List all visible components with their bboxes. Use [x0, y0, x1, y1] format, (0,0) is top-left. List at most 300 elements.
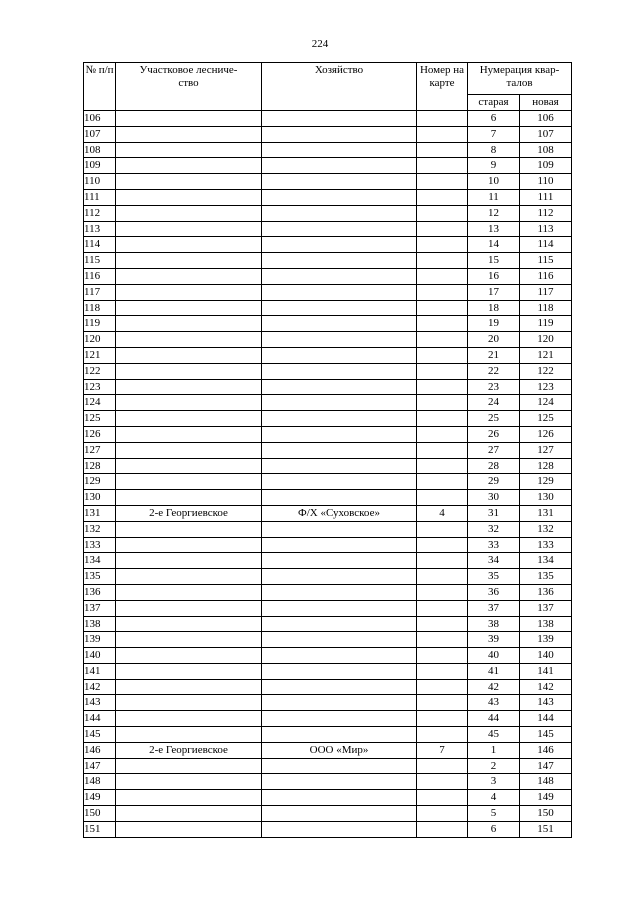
row-num-cell: 137	[84, 600, 116, 616]
row-map-number-cell	[417, 663, 468, 679]
table-row	[84, 426, 572, 442]
row-new-quarter-cell: 136	[520, 584, 572, 600]
row-old-quarter-cell: 15	[468, 253, 520, 269]
row-forestry-cell	[116, 663, 262, 679]
row-farm-cell	[262, 490, 417, 506]
row-forestry-cell	[116, 806, 262, 822]
row-map-number-cell	[417, 553, 468, 569]
table-row	[84, 253, 572, 269]
row-farm-cell	[262, 821, 417, 837]
row-old-quarter-cell: 22	[468, 363, 520, 379]
row-forestry-cell	[116, 174, 262, 190]
table-row	[84, 332, 572, 348]
table-row	[84, 458, 572, 474]
row-new-quarter-cell: 125	[520, 411, 572, 427]
row-map-number-cell	[417, 411, 468, 427]
table-row	[84, 158, 572, 174]
row-old-quarter-cell: 14	[468, 237, 520, 253]
row-map-number-cell	[417, 711, 468, 727]
row-num-cell: 123	[84, 379, 116, 395]
row-farm-cell	[262, 411, 417, 427]
row-new-quarter-cell: 112	[520, 205, 572, 221]
row-farm-cell	[262, 458, 417, 474]
row-new-quarter-cell: 122	[520, 363, 572, 379]
row-num-cell: 129	[84, 474, 116, 490]
row-old-quarter-cell: 41	[468, 663, 520, 679]
row-forestry-cell: 2-е Георгиевское	[116, 505, 262, 521]
row-new-quarter-cell: 126	[520, 426, 572, 442]
row-old-quarter-cell: 26	[468, 426, 520, 442]
row-old-quarter-cell: 34	[468, 553, 520, 569]
row-forestry-cell	[116, 821, 262, 837]
row-farm-cell	[262, 537, 417, 553]
row-num-cell: 135	[84, 569, 116, 585]
row-old-quarter-cell: 21	[468, 347, 520, 363]
row-map-number-cell	[417, 632, 468, 648]
row-farm-cell	[262, 332, 417, 348]
row-farm-cell	[262, 474, 417, 490]
row-new-quarter-cell: 144	[520, 711, 572, 727]
row-map-number-cell	[417, 142, 468, 158]
row-farm-cell	[262, 758, 417, 774]
row-num-cell: 145	[84, 727, 116, 743]
row-new-quarter-cell: 124	[520, 395, 572, 411]
row-num-cell: 138	[84, 616, 116, 632]
row-new-quarter-cell: 130	[520, 490, 572, 506]
row-map-number-cell	[417, 158, 468, 174]
row-old-quarter-cell: 23	[468, 379, 520, 395]
table-row	[84, 347, 572, 363]
row-new-quarter-cell: 132	[520, 521, 572, 537]
row-num-cell: 131	[84, 505, 116, 521]
row-farm-cell	[262, 711, 417, 727]
quarter-register-table	[83, 62, 572, 838]
row-forestry-cell	[116, 458, 262, 474]
row-num-cell: 144	[84, 711, 116, 727]
row-num-cell: 132	[84, 521, 116, 537]
row-farm-cell	[262, 237, 417, 253]
row-map-number-cell	[417, 442, 468, 458]
row-farm-cell	[262, 806, 417, 822]
row-map-number-cell	[417, 569, 468, 585]
row-num-cell: 108	[84, 142, 116, 158]
row-forestry-cell	[116, 158, 262, 174]
row-old-quarter-cell: 2	[468, 758, 520, 774]
table-row	[84, 711, 572, 727]
row-new-quarter-cell: 118	[520, 300, 572, 316]
row-old-quarter-cell: 7	[468, 126, 520, 142]
table-row	[84, 727, 572, 743]
row-farm-cell	[262, 774, 417, 790]
table-row	[84, 632, 572, 648]
row-farm-cell: ООО «Мир»	[262, 742, 417, 758]
row-new-quarter-cell: 129	[520, 474, 572, 490]
row-new-quarter-cell: 142	[520, 679, 572, 695]
row-old-quarter-cell: 44	[468, 711, 520, 727]
row-map-number-cell	[417, 600, 468, 616]
table-row	[84, 111, 572, 127]
row-num-cell: 150	[84, 806, 116, 822]
row-forestry-cell	[116, 648, 262, 664]
row-old-quarter-cell: 5	[468, 806, 520, 822]
row-num-cell: 139	[84, 632, 116, 648]
row-num-cell: 121	[84, 347, 116, 363]
row-old-quarter-cell: 17	[468, 284, 520, 300]
table-row	[84, 363, 572, 379]
table-row	[84, 758, 572, 774]
row-map-number-cell	[417, 490, 468, 506]
row-map-number-cell	[417, 395, 468, 411]
header-new: новая	[520, 95, 572, 111]
table-row	[84, 679, 572, 695]
row-farm-cell	[262, 395, 417, 411]
row-num-cell: 142	[84, 679, 116, 695]
row-farm-cell	[262, 379, 417, 395]
row-forestry-cell	[116, 126, 262, 142]
row-map-number-cell: 7	[417, 742, 468, 758]
row-old-quarter-cell: 10	[468, 174, 520, 190]
row-new-quarter-cell: 151	[520, 821, 572, 837]
row-farm-cell	[262, 695, 417, 711]
row-forestry-cell	[116, 111, 262, 127]
row-old-quarter-cell: 18	[468, 300, 520, 316]
row-forestry-cell	[116, 711, 262, 727]
row-new-quarter-cell: 134	[520, 553, 572, 569]
row-old-quarter-cell: 27	[468, 442, 520, 458]
row-old-quarter-cell: 43	[468, 695, 520, 711]
row-farm-cell	[262, 111, 417, 127]
table-row	[84, 553, 572, 569]
row-new-quarter-cell: 127	[520, 442, 572, 458]
row-num-cell: 113	[84, 221, 116, 237]
row-new-quarter-cell: 146	[520, 742, 572, 758]
row-old-quarter-cell: 31	[468, 505, 520, 521]
row-forestry-cell	[116, 347, 262, 363]
row-new-quarter-cell: 135	[520, 569, 572, 585]
row-farm-cell	[262, 284, 417, 300]
row-farm-cell	[262, 442, 417, 458]
row-old-quarter-cell: 11	[468, 189, 520, 205]
row-num-cell: 114	[84, 237, 116, 253]
row-map-number-cell	[417, 174, 468, 190]
row-map-number-cell	[417, 806, 468, 822]
row-new-quarter-cell: 119	[520, 316, 572, 332]
row-new-quarter-cell: 133	[520, 537, 572, 553]
row-old-quarter-cell: 38	[468, 616, 520, 632]
row-new-quarter-cell: 110	[520, 174, 572, 190]
table-header	[84, 63, 572, 111]
row-map-number-cell	[417, 821, 468, 837]
row-farm-cell	[262, 632, 417, 648]
row-map-number-cell	[417, 253, 468, 269]
row-map-number-cell	[417, 221, 468, 237]
row-farm-cell	[262, 268, 417, 284]
row-farm-cell	[262, 679, 417, 695]
row-new-quarter-cell: 115	[520, 253, 572, 269]
row-farm-cell	[262, 584, 417, 600]
row-old-quarter-cell: 28	[468, 458, 520, 474]
row-forestry-cell	[116, 221, 262, 237]
row-num-cell: 148	[84, 774, 116, 790]
row-new-quarter-cell: 106	[520, 111, 572, 127]
row-num-cell: 134	[84, 553, 116, 569]
row-map-number-cell	[417, 379, 468, 395]
row-num-cell: 122	[84, 363, 116, 379]
row-forestry-cell	[116, 695, 262, 711]
row-map-number-cell	[417, 237, 468, 253]
table-row	[84, 663, 572, 679]
row-forestry-cell	[116, 790, 262, 806]
row-new-quarter-cell: 120	[520, 332, 572, 348]
row-forestry-cell	[116, 142, 262, 158]
row-num-cell: 117	[84, 284, 116, 300]
row-forestry-cell	[116, 411, 262, 427]
table-row	[84, 774, 572, 790]
header-old: старая	[468, 95, 520, 111]
row-forestry-cell	[116, 253, 262, 269]
row-new-quarter-cell: 123	[520, 379, 572, 395]
table-row	[84, 505, 572, 521]
row-farm-cell	[262, 347, 417, 363]
row-map-number-cell	[417, 758, 468, 774]
row-forestry-cell	[116, 521, 262, 537]
row-farm-cell	[262, 553, 417, 569]
row-forestry-cell	[116, 727, 262, 743]
row-num-cell: 146	[84, 742, 116, 758]
row-forestry-cell	[116, 616, 262, 632]
row-new-quarter-cell: 117	[520, 284, 572, 300]
row-new-quarter-cell: 141	[520, 663, 572, 679]
row-new-quarter-cell: 113	[520, 221, 572, 237]
row-new-quarter-cell: 111	[520, 189, 572, 205]
row-old-quarter-cell: 4	[468, 790, 520, 806]
row-forestry-cell	[116, 474, 262, 490]
table-row	[84, 537, 572, 553]
table-row	[84, 806, 572, 822]
table-row	[84, 584, 572, 600]
row-forestry-cell	[116, 363, 262, 379]
row-farm-cell	[262, 205, 417, 221]
row-map-number-cell	[417, 537, 468, 553]
row-forestry-cell: 2-е Георгиевское	[116, 742, 262, 758]
header-forestry: Участковое лесниче-ство	[116, 63, 262, 111]
table-row	[84, 474, 572, 490]
row-new-quarter-cell: 128	[520, 458, 572, 474]
row-num-cell: 140	[84, 648, 116, 664]
table-row	[84, 648, 572, 664]
row-old-quarter-cell: 12	[468, 205, 520, 221]
table-row	[84, 411, 572, 427]
row-map-number-cell	[417, 316, 468, 332]
row-forestry-cell	[116, 774, 262, 790]
table-row	[84, 395, 572, 411]
row-farm-cell	[262, 790, 417, 806]
row-forestry-cell	[116, 237, 262, 253]
row-farm-cell	[262, 158, 417, 174]
row-map-number-cell	[417, 679, 468, 695]
row-num-cell: 151	[84, 821, 116, 837]
row-old-quarter-cell: 35	[468, 569, 520, 585]
row-num-cell: 126	[84, 426, 116, 442]
table-row	[84, 300, 572, 316]
row-map-number-cell	[417, 727, 468, 743]
table-row	[84, 126, 572, 142]
row-forestry-cell	[116, 332, 262, 348]
row-farm-cell	[262, 727, 417, 743]
row-old-quarter-cell: 6	[468, 111, 520, 127]
row-farm-cell	[262, 126, 417, 142]
row-forestry-cell	[116, 284, 262, 300]
row-map-number-cell	[417, 205, 468, 221]
row-old-quarter-cell: 3	[468, 774, 520, 790]
header-num: № п/п	[84, 63, 116, 111]
row-map-number-cell	[417, 458, 468, 474]
table-row	[84, 189, 572, 205]
row-new-quarter-cell: 138	[520, 616, 572, 632]
row-old-quarter-cell: 20	[468, 332, 520, 348]
header-map-number: Номер на карте	[417, 63, 468, 111]
row-old-quarter-cell: 37	[468, 600, 520, 616]
row-num-cell: 133	[84, 537, 116, 553]
row-old-quarter-cell: 40	[468, 648, 520, 664]
row-new-quarter-cell: 140	[520, 648, 572, 664]
row-forestry-cell	[116, 316, 262, 332]
row-map-number-cell	[417, 111, 468, 127]
row-old-quarter-cell: 33	[468, 537, 520, 553]
row-old-quarter-cell: 19	[468, 316, 520, 332]
row-new-quarter-cell: 139	[520, 632, 572, 648]
row-new-quarter-cell: 145	[520, 727, 572, 743]
row-new-quarter-cell: 149	[520, 790, 572, 806]
row-num-cell: 125	[84, 411, 116, 427]
row-new-quarter-cell: 109	[520, 158, 572, 174]
row-map-number-cell	[417, 189, 468, 205]
row-new-quarter-cell: 137	[520, 600, 572, 616]
table-row	[84, 284, 572, 300]
row-num-cell: 107	[84, 126, 116, 142]
row-map-number-cell	[417, 521, 468, 537]
table-row	[84, 237, 572, 253]
row-map-number-cell	[417, 268, 468, 284]
table-row	[84, 821, 572, 837]
row-map-number-cell	[417, 616, 468, 632]
row-map-number-cell	[417, 332, 468, 348]
row-num-cell: 130	[84, 490, 116, 506]
row-old-quarter-cell: 30	[468, 490, 520, 506]
row-map-number-cell: 4	[417, 505, 468, 521]
header-farm: Хозяйство	[262, 63, 417, 111]
row-num-cell: 136	[84, 584, 116, 600]
row-forestry-cell	[116, 442, 262, 458]
row-num-cell: 109	[84, 158, 116, 174]
row-num-cell: 124	[84, 395, 116, 411]
row-forestry-cell	[116, 553, 262, 569]
row-new-quarter-cell: 116	[520, 268, 572, 284]
table-row	[84, 600, 572, 616]
row-forestry-cell	[116, 584, 262, 600]
row-forestry-cell	[116, 300, 262, 316]
table-row	[84, 442, 572, 458]
row-forestry-cell	[116, 395, 262, 411]
table-row	[84, 268, 572, 284]
table-row	[84, 174, 572, 190]
row-map-number-cell	[417, 790, 468, 806]
row-old-quarter-cell: 6	[468, 821, 520, 837]
row-new-quarter-cell: 114	[520, 237, 572, 253]
row-new-quarter-cell: 121	[520, 347, 572, 363]
row-forestry-cell	[116, 569, 262, 585]
row-farm-cell	[262, 569, 417, 585]
row-num-cell: 110	[84, 174, 116, 190]
row-old-quarter-cell: 13	[468, 221, 520, 237]
table-row	[84, 205, 572, 221]
row-farm-cell	[262, 316, 417, 332]
row-forestry-cell	[116, 189, 262, 205]
row-farm-cell	[262, 521, 417, 537]
row-forestry-cell	[116, 426, 262, 442]
row-forestry-cell	[116, 758, 262, 774]
table-row	[84, 569, 572, 585]
row-map-number-cell	[417, 774, 468, 790]
row-new-quarter-cell: 143	[520, 695, 572, 711]
table-row	[84, 790, 572, 806]
row-forestry-cell	[116, 268, 262, 284]
row-new-quarter-cell: 148	[520, 774, 572, 790]
row-farm-cell	[262, 300, 417, 316]
row-farm-cell	[262, 616, 417, 632]
row-num-cell: 115	[84, 253, 116, 269]
row-new-quarter-cell: 131	[520, 505, 572, 521]
row-farm-cell	[262, 253, 417, 269]
row-map-number-cell	[417, 126, 468, 142]
row-num-cell: 120	[84, 332, 116, 348]
row-new-quarter-cell: 107	[520, 126, 572, 142]
row-map-number-cell	[417, 284, 468, 300]
row-forestry-cell	[116, 632, 262, 648]
row-old-quarter-cell: 1	[468, 742, 520, 758]
row-num-cell: 127	[84, 442, 116, 458]
row-farm-cell	[262, 189, 417, 205]
table-row	[84, 616, 572, 632]
table-row	[84, 695, 572, 711]
row-num-cell: 128	[84, 458, 116, 474]
row-farm-cell: Ф/Х «Суховское»	[262, 505, 417, 521]
row-num-cell: 112	[84, 205, 116, 221]
row-forestry-cell	[116, 379, 262, 395]
row-forestry-cell	[116, 490, 262, 506]
row-farm-cell	[262, 363, 417, 379]
row-farm-cell	[262, 174, 417, 190]
row-farm-cell	[262, 221, 417, 237]
row-farm-cell	[262, 648, 417, 664]
table-row	[84, 142, 572, 158]
row-old-quarter-cell: 25	[468, 411, 520, 427]
row-map-number-cell	[417, 474, 468, 490]
row-num-cell: 106	[84, 111, 116, 127]
row-farm-cell	[262, 426, 417, 442]
row-old-quarter-cell: 36	[468, 584, 520, 600]
row-old-quarter-cell: 39	[468, 632, 520, 648]
page-number: 224	[311, 38, 329, 50]
row-forestry-cell	[116, 537, 262, 553]
row-num-cell: 147	[84, 758, 116, 774]
table-row	[84, 221, 572, 237]
row-old-quarter-cell: 45	[468, 727, 520, 743]
table-row	[84, 521, 572, 537]
table-row	[84, 316, 572, 332]
row-map-number-cell	[417, 584, 468, 600]
row-farm-cell	[262, 663, 417, 679]
